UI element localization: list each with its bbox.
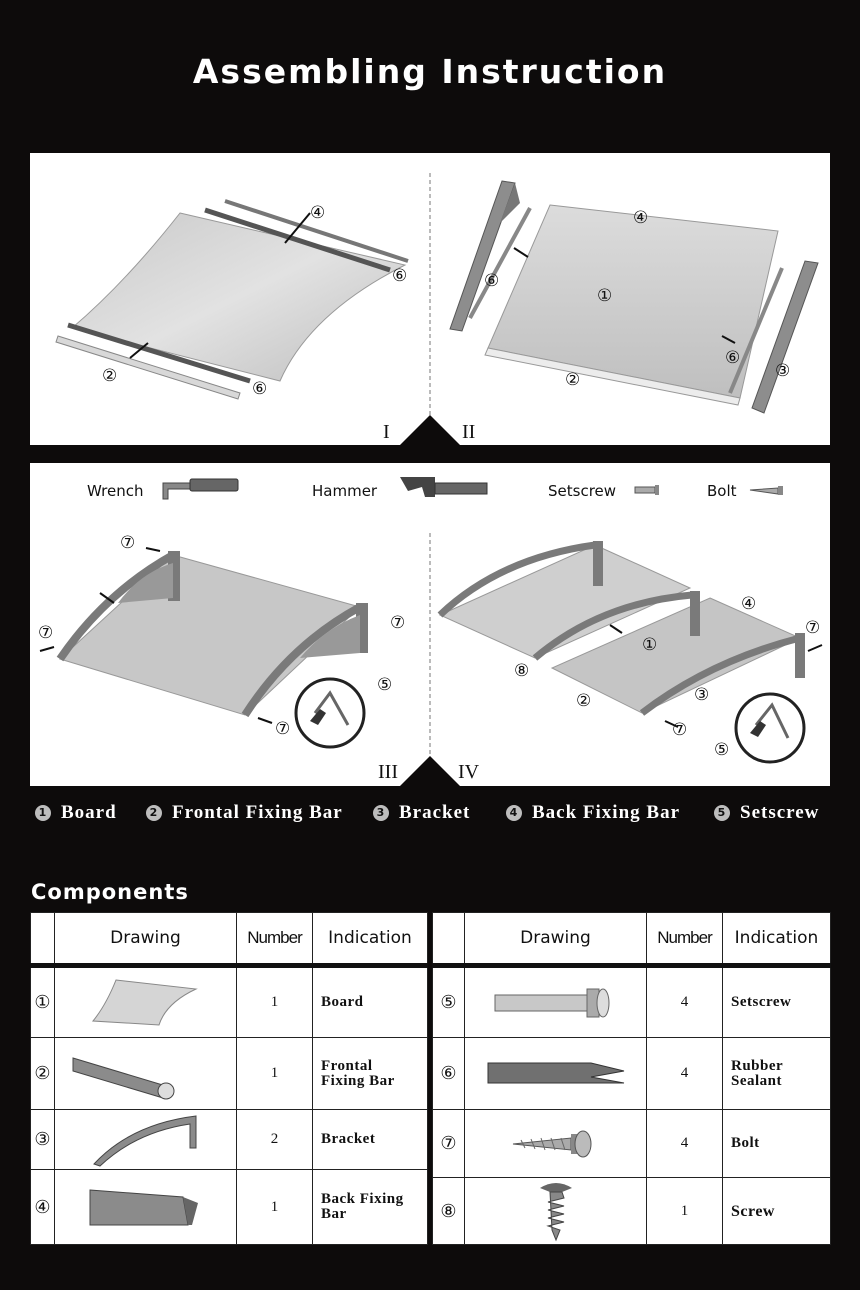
row-indication: Setscrew — [723, 966, 831, 1038]
header-number: Number — [237, 913, 313, 966]
callout-7: ⑦ — [390, 613, 406, 632]
row-index: ⑤ — [433, 966, 465, 1038]
row-number: 4 — [647, 1038, 723, 1110]
callout-7: ⑦ — [120, 533, 136, 552]
step-label-4: IV — [458, 761, 480, 783]
row-indication: Rubber Sealant — [723, 1038, 831, 1110]
drawing-rubber-sealant — [465, 1038, 647, 1110]
legend-number: 5 — [714, 805, 730, 821]
callout-2: ② — [102, 366, 118, 385]
setscrew-part-icon — [491, 983, 621, 1023]
callout-6: ⑥ — [484, 271, 500, 290]
legend-item-board — [35, 802, 117, 824]
table-row — [433, 1178, 831, 1245]
row-indication: Bolt — [723, 1110, 831, 1178]
callout-3: ③ — [775, 361, 791, 380]
assembly-panel-top — [30, 153, 830, 445]
callout-8: ⑧ — [514, 661, 530, 680]
step-label-2: II — [462, 421, 476, 443]
callout-7: ⑦ — [672, 720, 688, 739]
row-number: 2 — [237, 1110, 313, 1170]
legend-number: 4 — [506, 805, 522, 821]
drawing-screw — [465, 1178, 647, 1245]
drawing-bolt — [465, 1110, 647, 1178]
legend-item-back-fixing-bar — [506, 802, 680, 824]
row-number: 1 — [237, 1170, 313, 1245]
row-index: ⑦ — [433, 1110, 465, 1178]
row-indication: Frontal Fixing Bar — [313, 1038, 428, 1110]
callout-7: ⑦ — [275, 719, 291, 738]
callout-6: ⑥ — [252, 379, 268, 398]
row-number: 1 — [647, 1178, 723, 1245]
table-row — [31, 1110, 428, 1170]
back-fixing-bar-icon — [88, 1185, 203, 1230]
components-title: Components — [31, 880, 189, 904]
row-number: 1 — [237, 1038, 313, 1110]
legend-number: 3 — [373, 805, 389, 821]
callout-2: ② — [576, 691, 592, 710]
components-table-left — [30, 912, 428, 1245]
legend-item-frontal-fixing-bar — [146, 802, 343, 824]
legend-label: Board — [61, 802, 117, 823]
drawing-back-fixing-bar — [55, 1170, 237, 1245]
setscrew-icon — [635, 485, 659, 495]
table-row — [31, 966, 428, 1038]
bracket-icon — [86, 1112, 206, 1167]
parts-legend — [30, 800, 830, 830]
drawing-bracket — [55, 1110, 237, 1170]
table-row — [433, 966, 831, 1038]
callout-4: ④ — [633, 208, 649, 227]
rubber-sealant-icon — [486, 1059, 626, 1089]
legend-label: Frontal Fixing Bar — [172, 802, 343, 823]
tool-label-wrench: Wrench — [87, 482, 144, 500]
callout-1: ① — [642, 635, 658, 654]
step-label-3: III — [378, 761, 398, 783]
components-table-right — [432, 912, 831, 1245]
header-index — [31, 913, 55, 966]
legend-number: 2 — [146, 805, 162, 821]
callout-4: ④ — [741, 594, 757, 613]
callout-6: ⑥ — [392, 266, 408, 285]
step-label-1: I — [383, 421, 390, 443]
header-drawing: Drawing — [55, 913, 237, 966]
tool-label-hammer: Hammer — [312, 482, 378, 500]
bolt-part-icon — [511, 1128, 601, 1160]
row-indication: Bracket — [313, 1110, 428, 1170]
callout-7: ⑦ — [38, 623, 54, 642]
row-index: ④ — [31, 1170, 55, 1245]
callout-4: ④ — [310, 203, 326, 222]
hammer-icon — [400, 477, 487, 497]
header-indication: Indication — [723, 913, 831, 966]
row-indication: Back Fixing Bar — [313, 1170, 428, 1245]
row-number: 4 — [647, 1110, 723, 1178]
tool-label-setscrew: Setscrew — [548, 482, 617, 500]
row-number: 4 — [647, 966, 723, 1038]
legend-item-bracket — [373, 802, 470, 824]
legend-label: Bracket — [399, 802, 471, 823]
callout-1: ① — [597, 286, 613, 305]
header-index — [433, 913, 465, 966]
callout-7: ⑦ — [805, 618, 821, 637]
steps-1-2-illustration — [30, 153, 830, 445]
row-number: 1 — [237, 966, 313, 1038]
row-indication: Screw — [723, 1178, 831, 1245]
callout-2: ② — [565, 370, 581, 389]
steps-3-4-illustration — [30, 463, 830, 786]
table-row — [31, 1038, 428, 1110]
table-row — [31, 1170, 428, 1245]
header-number: Number — [647, 913, 723, 966]
tool-label-bolt: Bolt — [707, 482, 737, 500]
legend-label: Setscrew — [740, 802, 820, 823]
board-icon — [91, 975, 201, 1030]
drawing-board — [55, 966, 237, 1038]
frontal-fixing-bar-icon — [71, 1046, 221, 1101]
row-index: ① — [31, 966, 55, 1038]
drawing-setscrew — [465, 966, 647, 1038]
table-header — [433, 913, 831, 966]
header-drawing: Drawing — [465, 913, 647, 966]
legend-label: Back Fixing Bar — [532, 802, 681, 823]
row-index: ③ — [31, 1110, 55, 1170]
row-indication: Board — [313, 966, 428, 1038]
row-index: ⑥ — [433, 1038, 465, 1110]
assembly-panel-bottom — [30, 463, 830, 786]
wrench-icon — [163, 479, 238, 499]
row-index: ⑧ — [433, 1178, 465, 1245]
callout-5: ⑤ — [377, 675, 393, 694]
table-header — [31, 913, 428, 966]
drawing-frontal-fixing-bar — [55, 1038, 237, 1110]
callout-5: ⑤ — [714, 740, 730, 759]
table-row — [433, 1110, 831, 1178]
page-title: Assembling Instruction — [192, 52, 668, 91]
bolt-icon — [750, 486, 783, 495]
callout-3: ③ — [694, 685, 710, 704]
table-row — [433, 1038, 831, 1110]
legend-number: 1 — [35, 805, 51, 821]
screw-part-icon — [536, 1180, 576, 1242]
callout-6: ⑥ — [725, 348, 741, 367]
header-indication: Indication — [313, 913, 428, 966]
row-index: ② — [31, 1038, 55, 1110]
legend-item-setscrew — [714, 802, 819, 824]
